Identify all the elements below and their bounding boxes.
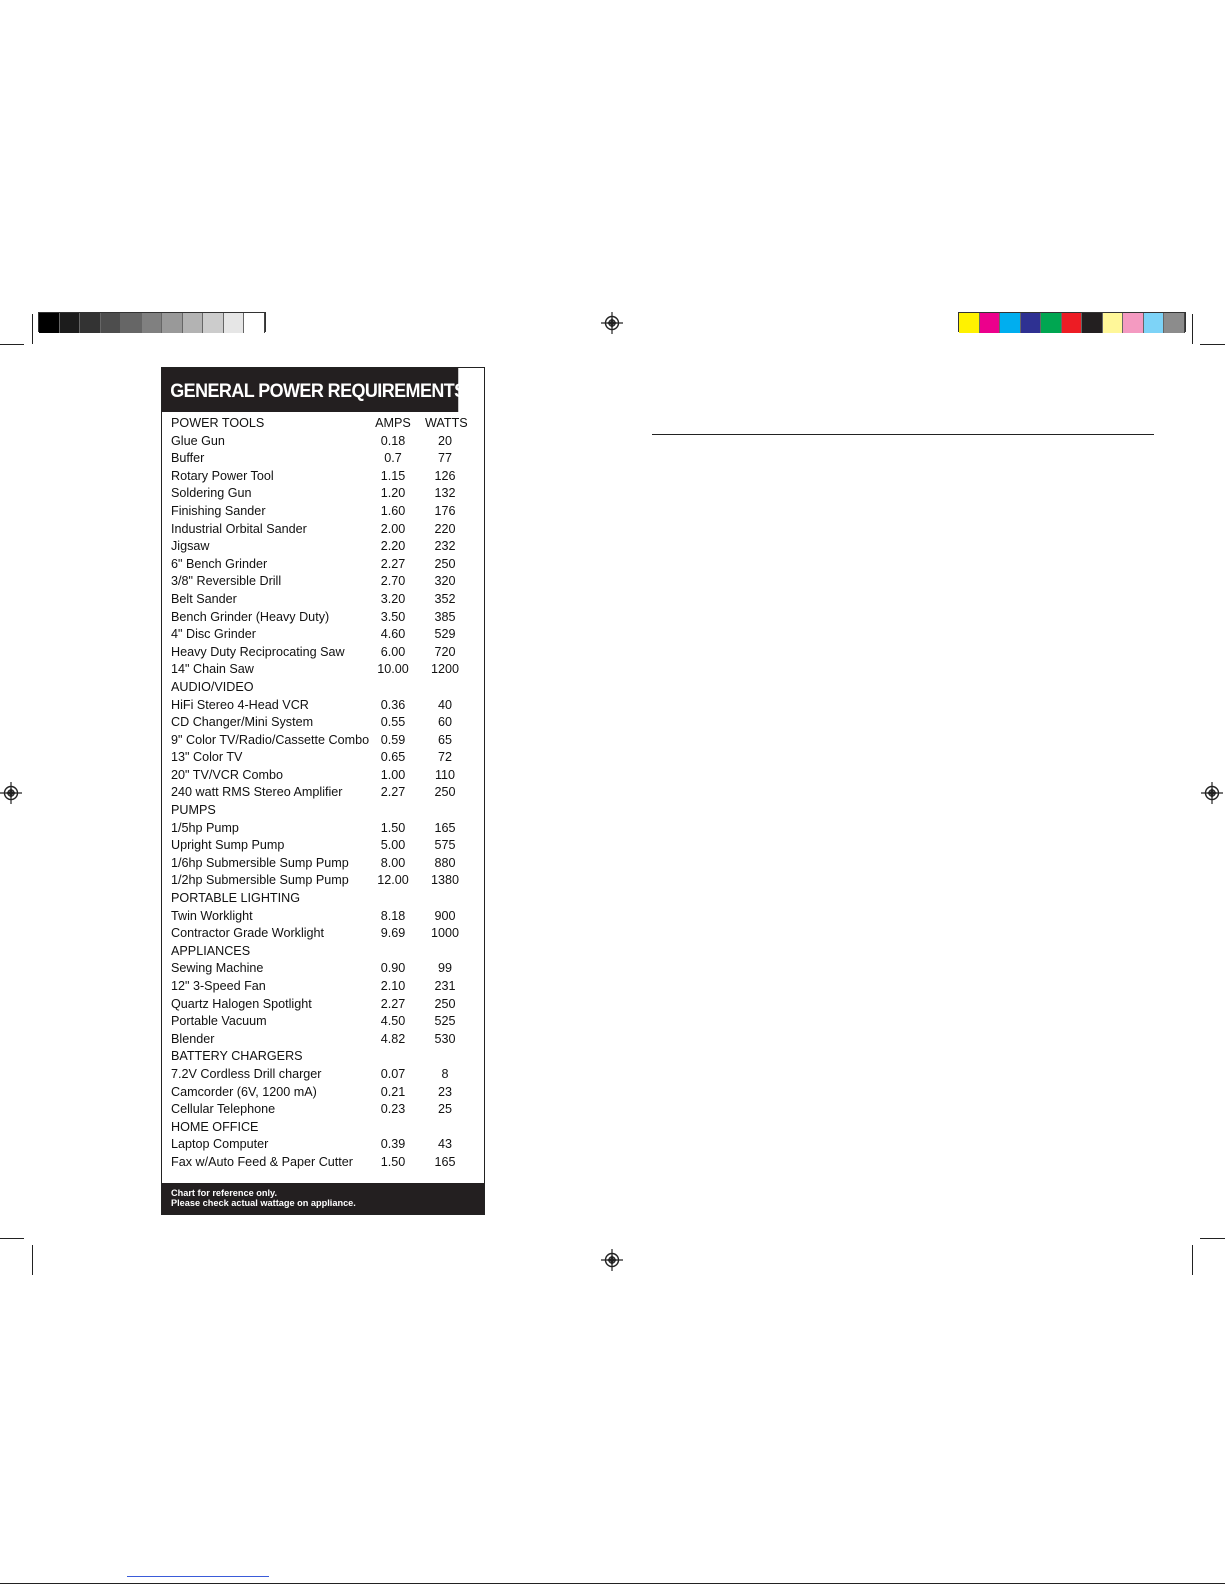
cell-watts: 880: [434, 855, 456, 870]
cell-amps: 5.00: [380, 838, 406, 853]
table-row: [162, 661, 484, 679]
category-row: [162, 943, 484, 961]
crop-mark: [1200, 1238, 1225, 1239]
cell-watts: 165: [434, 820, 456, 835]
table-row: [162, 591, 484, 609]
underline-rule: [127, 1576, 269, 1577]
column-header-row: [162, 415, 484, 433]
table-row: [162, 1031, 484, 1049]
grayscale-swatch-bar: [38, 312, 266, 332]
cell-amps: 9.69: [380, 926, 406, 941]
crop-mark: [32, 314, 33, 344]
table-row: [162, 1136, 484, 1154]
color-swatch: [203, 313, 224, 333]
table-row: [162, 1013, 484, 1031]
cell-name: 1/6hp Submersible Sump Pump: [171, 855, 349, 870]
cell-name: 240 watt RMS Stereo Amplifier: [171, 785, 343, 800]
cell-amps: 4.82: [380, 1031, 406, 1046]
cell-name: Sewing Machine: [171, 961, 264, 976]
cell-watts: 20: [437, 433, 452, 448]
cell-amps: 3.20: [380, 591, 406, 606]
cell-name: 4" Disc Grinder: [171, 627, 256, 642]
cell-amps: 0.18: [380, 433, 406, 448]
color-swatch: [1103, 313, 1124, 333]
cell-name: 13" Color TV: [171, 750, 243, 765]
column-header-watts: WATTS: [425, 416, 468, 430]
cell-watts: 250: [434, 785, 456, 800]
cell-amps: 4.50: [380, 1014, 406, 1029]
cell-name: Cellular Telephone: [171, 1102, 276, 1117]
chart-title: GENERAL POWER REQUIREMENTS: [162, 368, 458, 412]
cell-watts: 320: [434, 574, 456, 589]
color-swatch: [1041, 313, 1062, 333]
cell-amps: 2.00: [380, 521, 406, 536]
chart-footer: [162, 1183, 484, 1214]
color-swatch: [39, 313, 60, 333]
table-row: [162, 538, 484, 556]
category-row: [162, 890, 484, 908]
table-row: [162, 784, 484, 802]
table-row: [162, 1084, 484, 1102]
cell-amps: 0.59: [380, 732, 406, 747]
cell-amps: 0.39: [380, 1137, 406, 1152]
cell-amps: 10.00: [377, 662, 409, 677]
registration-target-icon: [0, 782, 22, 804]
color-swatch: [1000, 313, 1021, 333]
table-row: [162, 609, 484, 627]
color-swatch: [121, 313, 142, 333]
table-row: [162, 872, 484, 890]
cell-name: Heavy Duty Reciprocating Saw: [171, 644, 345, 659]
cell-name: CD Changer/Mini System: [171, 715, 314, 730]
cell-amps: 6.00: [380, 644, 406, 659]
table-row: [162, 1066, 484, 1084]
cell-watts: 530: [434, 1031, 456, 1046]
category-row: [162, 679, 484, 697]
cell-name: Upright Sump Pump: [171, 838, 285, 853]
cell-watts: 40: [437, 697, 452, 712]
cell-name: Blender: [171, 1031, 215, 1046]
category-row: [162, 802, 484, 820]
cell-amps: 8.18: [380, 908, 406, 923]
cell-watts: 900: [434, 908, 456, 923]
cell-name: 7.2V Cordless Drill charger: [171, 1066, 322, 1081]
cell-watts: 23: [437, 1084, 452, 1099]
cell-name: Buffer: [171, 451, 205, 466]
category-row: [162, 1119, 484, 1137]
color-swatch: [80, 313, 101, 333]
color-swatch-bar: [958, 312, 1186, 332]
cell-name: Twin Worklight: [171, 908, 253, 923]
cell-watts: 232: [434, 539, 456, 554]
color-swatch: [1164, 313, 1185, 333]
cell-name: APPLIANCES: [171, 943, 251, 958]
table-row: [162, 573, 484, 591]
cell-watts: 250: [434, 556, 456, 571]
horizontal-rule: [652, 434, 1154, 435]
cell-amps: 0.23: [380, 1102, 406, 1117]
cell-amps: 2.70: [380, 574, 406, 589]
cell-watts: 165: [434, 1154, 456, 1169]
cell-amps: 2.27: [380, 996, 406, 1011]
cell-amps: 0.55: [380, 715, 406, 730]
registration-target-icon: [1201, 782, 1223, 804]
table-row: [162, 644, 484, 662]
crop-mark: [1192, 1245, 1193, 1275]
cell-watts: 60: [437, 715, 452, 730]
cell-watts: 575: [434, 838, 456, 853]
cell-amps: 4.60: [380, 627, 406, 642]
cell-name: 1/2hp Submersible Sump Pump: [171, 873, 349, 888]
cell-name: HiFi Stereo 4-Head VCR: [171, 697, 309, 712]
cell-watts: 231: [434, 979, 456, 993]
cell-name: Finishing Sander: [171, 503, 266, 518]
cell-amps: 2.27: [380, 556, 406, 571]
crop-mark: [1200, 344, 1225, 345]
cell-watts: 132: [434, 486, 456, 501]
cell-watts: 220: [434, 521, 456, 536]
registration-target-icon: [601, 312, 623, 334]
color-swatch: [1144, 313, 1165, 333]
table-row: [162, 960, 484, 978]
table-row: [162, 1101, 484, 1119]
color-swatch: [60, 313, 81, 333]
category-row: [162, 1048, 484, 1066]
footer-note-line1: Chart for reference only.: [171, 1188, 278, 1198]
cell-watts: 43: [437, 1137, 452, 1152]
cell-name: 14" Chain Saw: [171, 662, 254, 677]
cell-watts: 720: [434, 644, 456, 659]
cell-watts: 1200: [430, 662, 460, 677]
cell-watts: 1380: [430, 873, 460, 888]
color-swatch: [1021, 313, 1042, 333]
cell-name: Fax w/Auto Feed & Paper Cutter: [171, 1154, 353, 1169]
cell-amps: 0.7: [384, 451, 402, 466]
table-row: [162, 450, 484, 468]
cell-watts: 77: [437, 451, 452, 466]
cell-name: Quartz Halogen Spotlight: [171, 996, 312, 1011]
table-body: [162, 433, 484, 1172]
crop-mark: [0, 344, 24, 345]
color-swatch: [959, 313, 980, 333]
table-row: [162, 837, 484, 855]
color-swatch: [162, 313, 183, 333]
cell-name: Soldering Gun: [171, 486, 252, 501]
cell-amps: 2.27: [380, 785, 406, 800]
table-row: [162, 485, 484, 503]
cell-watts: 72: [437, 750, 452, 765]
table-row: [162, 978, 484, 996]
cell-name: 12" 3-Speed Fan: [171, 979, 266, 993]
cell-amps: 1.60: [380, 503, 406, 518]
footer-note-line2: Please check actual wattage on appliance.: [171, 1198, 356, 1208]
cell-name: 20" TV/VCR Combo: [171, 767, 284, 782]
color-swatch: [1062, 313, 1083, 333]
cell-amps: 0.65: [380, 750, 406, 765]
cell-watts: 250: [434, 996, 456, 1011]
table-row: [162, 996, 484, 1014]
cell-name: 6" Bench Grinder: [171, 556, 268, 571]
table-row: [162, 714, 484, 732]
cell-watts: 529: [434, 627, 456, 642]
table-row: [162, 697, 484, 715]
column-header-amps: AMPS: [375, 416, 411, 430]
cell-watts: 99: [437, 961, 452, 976]
table-row: [162, 503, 484, 521]
cell-name: PUMPS: [171, 803, 216, 818]
table-row: [162, 556, 484, 574]
cell-name: AUDIO/VIDEO: [171, 679, 254, 694]
column-header-name: POWER TOOLS: [171, 416, 265, 430]
cell-name: HOME OFFICE: [171, 1119, 259, 1134]
cell-name: 1/5hp Pump: [171, 820, 239, 835]
crop-mark: [32, 1245, 33, 1275]
color-swatch: [142, 313, 163, 333]
cell-amps: 8.00: [380, 855, 406, 870]
cell-amps: 3.50: [380, 609, 406, 624]
cell-amps: 0.21: [380, 1084, 406, 1099]
table-row: [162, 732, 484, 750]
cell-watts: 110: [434, 767, 456, 782]
cell-watts: 1000: [430, 926, 460, 941]
cell-watts: 385: [434, 609, 456, 624]
cell-amps: 0.90: [380, 961, 406, 976]
table-row: [162, 767, 484, 785]
cell-watts: 352: [434, 591, 456, 606]
cell-name: 9" Color TV/Radio/Cassette Combo: [171, 732, 370, 747]
cell-name: Bench Grinder (Heavy Duty): [171, 609, 330, 624]
cell-name: PORTABLE LIGHTING: [171, 891, 300, 906]
table-row: [162, 908, 484, 926]
cell-amps: 2.20: [380, 539, 406, 554]
cell-watts: 25: [437, 1102, 452, 1117]
cell-name: Rotary Power Tool: [171, 468, 274, 483]
color-swatch: [183, 313, 204, 333]
cell-name: Glue Gun: [171, 433, 225, 448]
cell-name: 3/8" Reversible Drill: [171, 574, 282, 589]
chart-rows: [162, 412, 484, 1172]
table-row: [162, 855, 484, 873]
cell-amps: 0.07: [380, 1066, 406, 1081]
cell-amps: 1.50: [380, 820, 406, 835]
cell-amps: 2.10: [380, 979, 406, 993]
cell-watts: 176: [434, 503, 456, 518]
table-row: [162, 749, 484, 767]
cell-name: Portable Vacuum: [171, 1014, 267, 1029]
table-row: [162, 1154, 484, 1172]
cell-amps: 1.50: [380, 1154, 406, 1169]
table-row: [162, 626, 484, 644]
cell-amps: 0.36: [380, 697, 406, 712]
color-swatch: [980, 313, 1001, 333]
color-swatch: [244, 313, 265, 333]
cell-amps: 1.15: [380, 468, 406, 483]
cell-name: Contractor Grade Worklight: [171, 926, 325, 941]
color-swatch: [1123, 313, 1144, 333]
crop-mark: [1192, 314, 1193, 344]
power-requirements-chart: [161, 367, 485, 1215]
cell-amps: 1.20: [380, 486, 406, 501]
cell-name: Industrial Orbital Sander: [171, 521, 307, 536]
cell-watts: 8: [441, 1066, 449, 1081]
cell-watts: 525: [434, 1014, 456, 1029]
cell-watts: 65: [437, 732, 452, 747]
color-swatch: [101, 313, 122, 333]
table-row: [162, 521, 484, 539]
cell-name: BATTERY CHARGERS: [171, 1049, 303, 1064]
cell-name: Belt Sander: [171, 591, 237, 606]
page-edge-rule: [0, 1583, 1225, 1584]
table-row: [162, 925, 484, 943]
table-row: [162, 468, 484, 486]
cell-name: Laptop Computer: [171, 1137, 269, 1152]
color-swatch: [224, 313, 245, 333]
table-row: [162, 820, 484, 838]
registration-target-icon: [601, 1249, 623, 1271]
crop-mark: [0, 1238, 24, 1239]
cell-name: Camcorder (6V, 1200 mA): [171, 1084, 317, 1099]
cell-name: Jigsaw: [171, 539, 210, 554]
cell-amps: 12.00: [377, 873, 409, 888]
table-row: [162, 433, 484, 451]
color-swatch: [1082, 313, 1103, 333]
cell-amps: 1.00: [380, 767, 406, 782]
cell-watts: 126: [434, 468, 456, 483]
